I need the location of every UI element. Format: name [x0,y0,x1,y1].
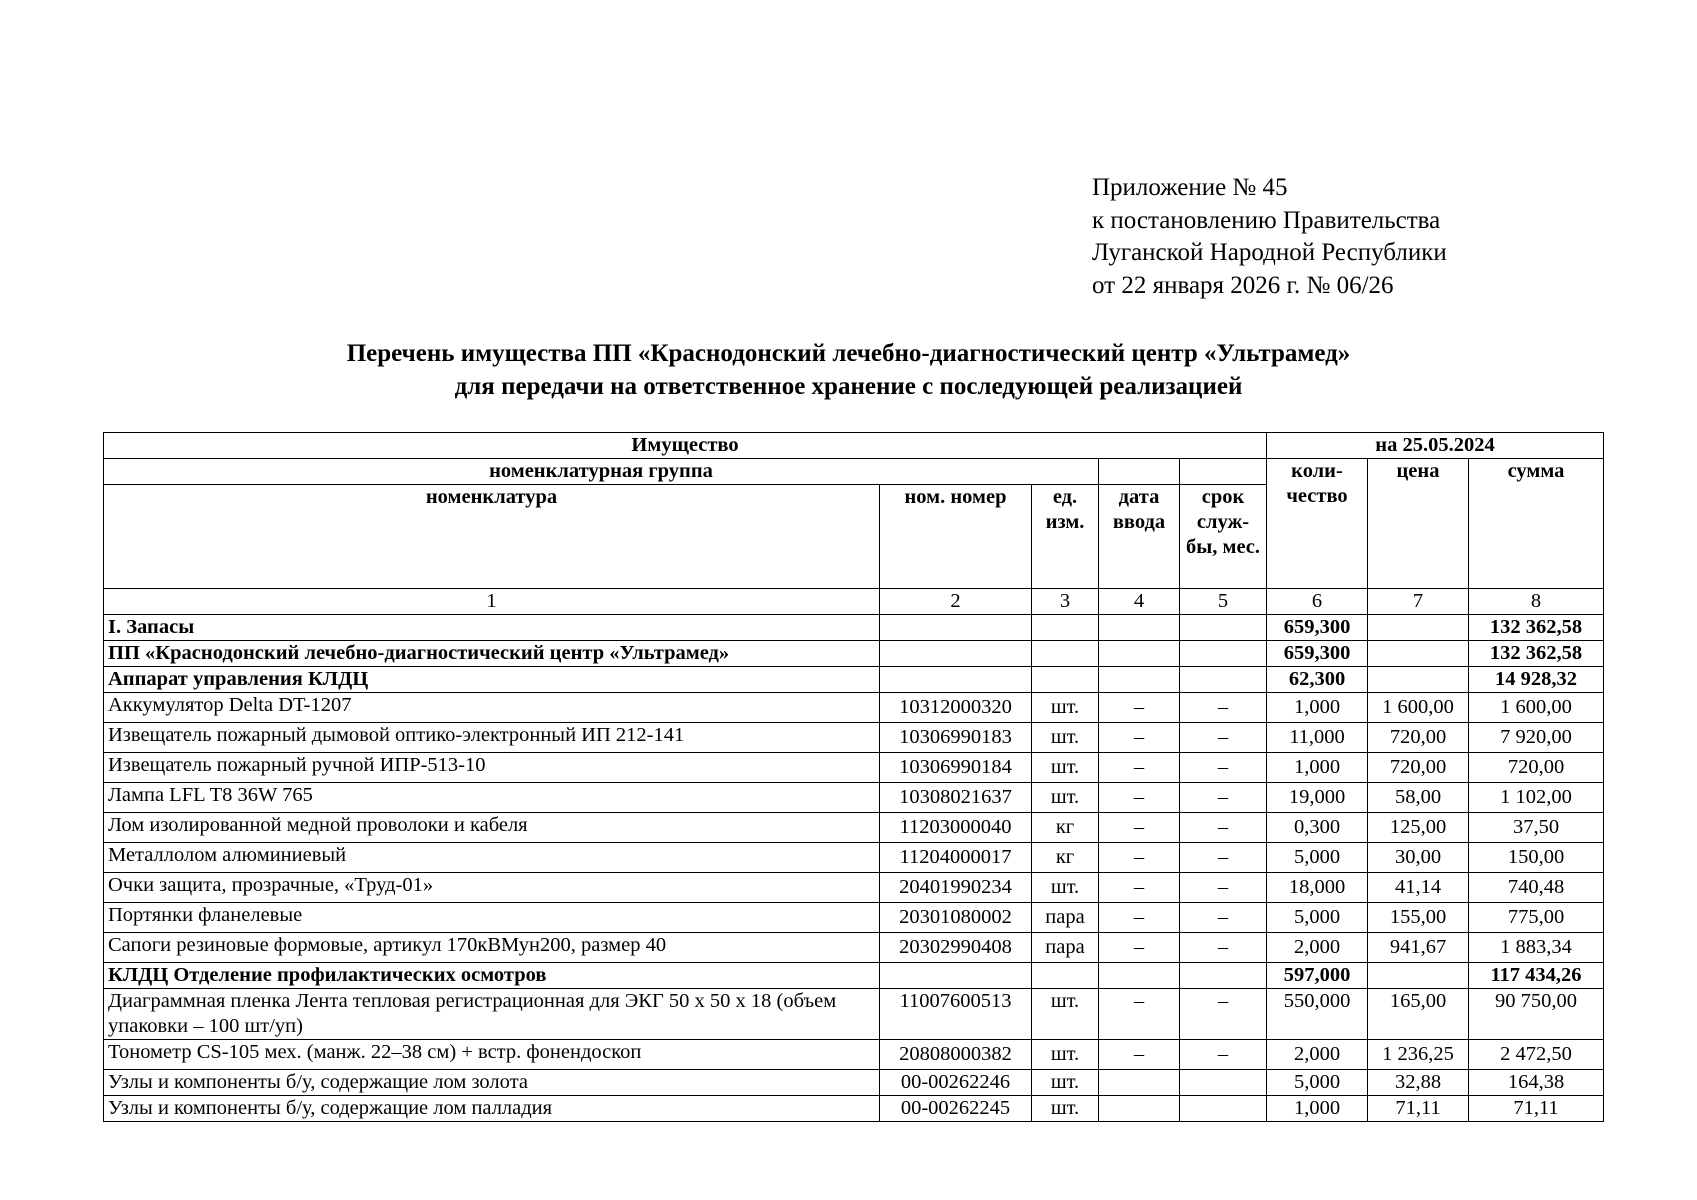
row-sum: 71,11 [1469,1096,1604,1122]
row-name: Извещатель пожарный ручной ИПР-513-10 [104,753,880,783]
row-name: КЛДЦ Отделение профилактических осмотров [104,963,880,989]
row-name: Сапоги резиновые формовые, артикул 170кВМун200, размер 40 [104,933,880,963]
row-quantity: 659,300 [1267,615,1368,641]
row-name: Узлы и компоненты б/у, содержащие лом палладия [104,1096,880,1122]
row-price: 32,88 [1368,1070,1469,1096]
row-date-in: – [1099,753,1180,783]
row-date-in: – [1099,903,1180,933]
row-sum: 2 472,50 [1469,1040,1604,1070]
row-price: 720,00 [1368,723,1469,753]
row-unit: пара [1032,933,1099,963]
title-line: для передачи на ответственное хранение с последующей реализацией [454,373,1243,400]
row-name: Лом изолированной медной проволоки и кабеля [104,813,880,843]
row-quantity: 2,000 [1267,933,1368,963]
row-price: 165,00 [1368,989,1469,1040]
row-sum: 720,00 [1469,753,1604,783]
row-name: Лампа LFL T8 36W 765 [104,783,880,813]
row-price: 1 236,25 [1368,1040,1469,1070]
header-nomenclature-group: номенклатурная группа [104,459,1099,485]
row-name: Аппарат управления КЛДЦ [104,667,880,693]
table-row [104,783,1604,813]
row-nom-number [880,667,1032,693]
row-price [1368,667,1469,693]
row-unit [1032,641,1099,667]
row-nom-number: 00-00262245 [880,1096,1032,1122]
row-sum: 1 600,00 [1469,693,1604,723]
table-row [104,813,1604,843]
header-sum: сумма [1469,459,1604,589]
row-sum: 90 750,00 [1469,989,1604,1040]
table-row [104,933,1604,963]
document-title [0,337,1697,403]
row-date-in [1099,1070,1180,1096]
row-unit: шт. [1032,1070,1099,1096]
row-quantity: 1,000 [1267,1096,1368,1122]
row-price [1368,963,1469,989]
row-service-life: – [1180,783,1267,813]
row-name: Аккумулятор Delta DT-1207 [104,693,880,723]
column-number: 1 [104,589,880,615]
row-name: Узлы и компоненты б/у, содержащие лом золота [104,1070,880,1096]
column-number: 2 [880,589,1032,615]
row-date-in: – [1099,989,1180,1040]
row-quantity: 62,300 [1267,667,1368,693]
table-row [104,753,1604,783]
header-price: цена [1368,459,1469,589]
row-name: Извещатель пожарный дымовой оптико-электронный ИП 212-141 [104,723,880,753]
row-unit [1032,667,1099,693]
row-quantity: 0,300 [1267,813,1368,843]
row-nom-number: 10308021637 [880,783,1032,813]
row-price: 941,67 [1368,933,1469,963]
summary-row [104,641,1604,667]
header-property: Имущество [104,433,1267,459]
row-service-life [1180,963,1267,989]
table-row [104,1096,1604,1122]
title-line: Перечень имущества ПП «Краснодонский лечебно-диагностический центр «Ультрамед» [346,340,1351,367]
row-price: 71,11 [1368,1096,1469,1122]
row-unit: шт. [1032,1040,1099,1070]
header-nom-number: ном. номер [880,485,1032,589]
row-sum: 150,00 [1469,843,1604,873]
row-service-life [1180,615,1267,641]
row-unit [1032,615,1099,641]
row-nom-number [880,615,1032,641]
row-date-in [1099,667,1180,693]
row-unit: шт. [1032,693,1099,723]
row-service-life: – [1180,813,1267,843]
row-date-in: – [1099,933,1180,963]
row-date-in: – [1099,1040,1180,1070]
row-date-in [1099,641,1180,667]
row-nom-number: 00-00262246 [880,1070,1032,1096]
row-nom-number: 11203000040 [880,813,1032,843]
row-date-in: – [1099,723,1180,753]
appendix-line: Приложение № 45 [1092,174,1288,201]
row-service-life: – [1180,903,1267,933]
row-quantity: 19,000 [1267,783,1368,813]
row-name: Портянки фланелевые [104,903,880,933]
row-quantity: 659,300 [1267,641,1368,667]
header-nomenclature: номенклатура [104,485,880,589]
row-date-in: – [1099,873,1180,903]
row-unit [1032,963,1099,989]
header-quantity: коли-чество [1267,459,1368,589]
row-date-in [1099,615,1180,641]
row-quantity: 5,000 [1267,843,1368,873]
row-price: 1 600,00 [1368,693,1469,723]
row-nom-number: 20401990234 [880,873,1032,903]
appendix-header [1092,172,1447,302]
row-nom-number: 10312000320 [880,693,1032,723]
row-service-life [1180,641,1267,667]
row-nom-number [880,641,1032,667]
row-unit: шт. [1032,723,1099,753]
row-nom-number: 20808000382 [880,1040,1032,1070]
row-quantity: 18,000 [1267,873,1368,903]
row-name: Тонометр CS-105 мех. (манж. 22–38 см) + встр. фонендоскоп [104,1040,880,1070]
row-nom-number: 11007600513 [880,989,1032,1040]
row-sum: 164,38 [1469,1070,1604,1096]
row-service-life: – [1180,843,1267,873]
row-price: 125,00 [1368,813,1469,843]
row-quantity: 550,000 [1267,989,1368,1040]
summary-row [104,963,1604,989]
row-unit: шт. [1032,873,1099,903]
row-quantity: 1,000 [1267,753,1368,783]
row-nom-number [880,963,1032,989]
column-number: 5 [1180,589,1267,615]
row-name: Металлолом алюминиевый [104,843,880,873]
table-row [104,873,1604,903]
header-date-in: дата ввода [1099,485,1180,589]
row-service-life: – [1180,933,1267,963]
table-row [104,723,1604,753]
row-name: Очки защита, прозрачные, «Труд-01» [104,873,880,903]
appendix-line: к постановлению Правительства [1092,206,1441,234]
row-sum: 740,48 [1469,873,1604,903]
summary-row [104,615,1604,641]
header-service-life: срок служ-бы, мес. [1180,485,1267,589]
row-service-life [1180,1070,1267,1096]
column-number: 4 [1099,589,1180,615]
row-name: ПП «Краснодонский лечебно-диагностический центр «Ультрамед» [104,641,880,667]
row-service-life: – [1180,723,1267,753]
row-nom-number: 20301080002 [880,903,1032,933]
row-quantity: 1,000 [1267,693,1368,723]
row-sum: 7 920,00 [1469,723,1604,753]
row-date-in: – [1099,693,1180,723]
row-sum: 132 362,58 [1469,641,1604,667]
row-sum: 775,00 [1469,903,1604,933]
row-sum: 132 362,58 [1469,615,1604,641]
row-unit: пара [1032,903,1099,933]
row-nom-number: 10306990183 [880,723,1032,753]
row-unit: кг [1032,813,1099,843]
property-table [103,432,1604,1122]
row-service-life [1180,667,1267,693]
row-service-life: – [1180,753,1267,783]
header-as-of-date: на 25.05.2024 [1267,433,1604,459]
row-nom-number: 11204000017 [880,843,1032,873]
row-service-life: – [1180,873,1267,903]
row-sum: 1 102,00 [1469,783,1604,813]
row-price: 30,00 [1368,843,1469,873]
column-number: 7 [1368,589,1469,615]
row-name: Диаграммная пленка Лента тепловая регистрационная для ЭКГ 50 x 50 x 18 (объем упаковки – 100 шт/уп) [104,989,880,1040]
header-empty-cell [1180,459,1267,485]
row-sum: 14 928,32 [1469,667,1604,693]
row-unit: кг [1032,843,1099,873]
table-row [104,843,1604,873]
table-row [104,693,1604,723]
row-date-in: – [1099,783,1180,813]
row-date-in [1099,1096,1180,1122]
row-sum: 117 434,26 [1469,963,1604,989]
row-service-life [1180,1096,1267,1122]
row-sum: 37,50 [1469,813,1604,843]
header-unit: ед. изм. [1032,485,1099,589]
table-row [104,1070,1604,1096]
row-sum: 1 883,34 [1469,933,1604,963]
row-quantity: 5,000 [1267,903,1368,933]
row-price: 41,14 [1368,873,1469,903]
row-date-in: – [1099,843,1180,873]
summary-row [104,667,1604,693]
column-number: 3 [1032,589,1099,615]
row-unit: шт. [1032,783,1099,813]
row-nom-number: 20302990408 [880,933,1032,963]
row-quantity: 11,000 [1267,723,1368,753]
row-price [1368,641,1469,667]
row-quantity: 2,000 [1267,1040,1368,1070]
header-empty-cell [1099,459,1180,485]
row-service-life: – [1180,989,1267,1040]
row-unit: шт. [1032,753,1099,783]
row-unit: шт. [1032,1096,1099,1122]
row-date-in: – [1099,813,1180,843]
table-row [104,903,1604,933]
row-price: 58,00 [1368,783,1469,813]
row-quantity: 597,000 [1267,963,1368,989]
row-date-in [1099,963,1180,989]
row-name: I. Запасы [104,615,880,641]
row-unit: шт. [1032,989,1099,1040]
row-price: 155,00 [1368,903,1469,933]
table-row [104,1040,1604,1070]
row-service-life: – [1180,1040,1267,1070]
appendix-line: Луганской Народной Республики [1092,239,1447,266]
row-service-life: – [1180,693,1267,723]
row-quantity: 5,000 [1267,1070,1368,1096]
row-nom-number: 10306990184 [880,753,1032,783]
column-number: 8 [1469,589,1604,615]
column-number: 6 [1267,589,1368,615]
row-price [1368,615,1469,641]
table-row [104,989,1604,1040]
appendix-line: от 22 января 2026 г. № 06/26 [1092,271,1394,299]
row-price: 720,00 [1368,753,1469,783]
